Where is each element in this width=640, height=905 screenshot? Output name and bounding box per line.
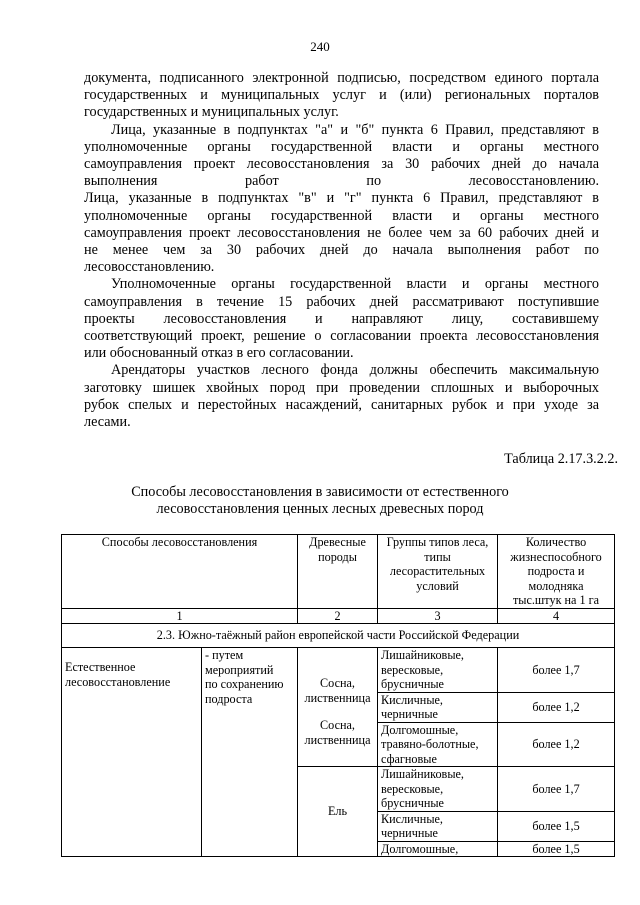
forest-type-cell: Лишайниковые, вересковые, брусничные [378, 767, 498, 812]
quantity-cell: более 1,5 [498, 811, 615, 841]
table-title-line: лесовосстановления ценных лесных древесных пород [156, 501, 484, 517]
quantity-cell: более 1,7 [498, 767, 615, 812]
quantity-cell: более 1,2 [498, 722, 615, 767]
text-line: уполномоченные органы государственной власти и органы местного [84, 207, 599, 224]
text-line: проекты лесовосстановления и направляют лицу, составившему [84, 310, 599, 327]
region-row [62, 624, 615, 648]
col-number: 3 [378, 608, 498, 624]
page-number: 240 [310, 39, 330, 54]
col-number: 2 [298, 608, 378, 624]
forest-type-cell: Лишайниковые, вересковые, брусничные [378, 648, 498, 693]
table-title [0, 484, 640, 518]
header-methods: Способы лесовосстановления [62, 535, 298, 609]
quantity-cell: более 1,5 [498, 841, 615, 857]
text-line: выполнения работ по лесовосстановлению. [84, 173, 599, 190]
text-line: заготовку шишек хвойных пород при проведении сплошных и выборочных [84, 379, 599, 396]
text-line: Уполномоченные органы государственной власти и органы местного [111, 276, 599, 293]
forest-type-cell: Долгомошные, [378, 841, 498, 857]
text-line: лесами. [84, 414, 131, 431]
species-cell: Ель [298, 767, 378, 857]
text-line: не менее чем за 30 рабочих дней до начала выполнения работ по [84, 242, 599, 259]
text-line: рубок спелых и перестойных насаждений, санитарных рубок и при уходе за [84, 396, 599, 413]
quantity-cell: более 1,2 [498, 692, 615, 722]
text-line: Лица, указанные в подпунктах "в" и "г" пункта 6 Правил, представляют в [84, 190, 599, 207]
forest-type-cell: Долгомошные, травяно-болотные, сфагновые [378, 722, 498, 767]
col-number: 1 [62, 608, 298, 624]
forest-type-cell: Кисличные, черничные [378, 692, 498, 722]
header-quantity: Количество жизнеспособного подроста и молодняка тыс.штук на 1 га [498, 535, 615, 609]
quantity-cell: более 1,7 [498, 648, 615, 693]
table-number: Таблица 2.17.3.2.2. [504, 451, 618, 467]
table-header-row [62, 535, 615, 609]
text-line: соответствующий проект, решение о согласовании проекта лесовосстановления [84, 328, 599, 345]
text-line: самоуправления проект лесовосстановления не более чем за 60 рабочих дней и [84, 224, 599, 241]
table-title-line: Способы лесовосстановления в зависимости от естественного [131, 484, 509, 500]
table-row [62, 648, 615, 693]
text-line: Арендаторы участков лесного фонда должны обеспечить максимальную [111, 362, 599, 379]
text-line: или обоснованный отказ в его согласовании. [84, 345, 354, 362]
col-number: 4 [498, 608, 615, 624]
text-line: Лица, указанные в подпунктах "а" и "б" пункта 6 Правил, представляют в [111, 121, 599, 138]
method-cell: Естественное лесовосстановление [62, 648, 202, 857]
region-label: 2.3. Южно-таёжный район европейской части Российской Федерации [62, 624, 615, 648]
forest-type-cell: Кисличные, черничные [378, 811, 498, 841]
text-line: государственных и муниципальных услуг и (или) региональных порталов [84, 87, 599, 104]
text-line: государственных и муниципальных услуг. [84, 104, 339, 121]
submethod-cell: - путем мероприятий по сохранению подроста [202, 648, 298, 857]
text-line: документа, подписанного электронной подписью, посредством единого портала [84, 70, 599, 86]
column-number-row [62, 608, 615, 624]
header-species: Древесные породы [298, 535, 378, 609]
body-text [84, 70, 599, 431]
reforestation-table [61, 534, 615, 857]
text-line: самоуправления в течение 15 рабочих дней рассматривают поступившие [84, 293, 599, 310]
header-forest-types: Группы типов леса, типы лесорастительных условий [378, 535, 498, 609]
species-cell: Сосна, лиственница Сосна, лиственница [298, 648, 378, 767]
text-line: лесовосстановлению. [84, 259, 215, 276]
text-line: самоуправления проект лесовосстановления за 30 рабочих дней до начала [84, 156, 599, 173]
text-line: уполномоченные органы государственной власти и органы местного [84, 138, 599, 155]
